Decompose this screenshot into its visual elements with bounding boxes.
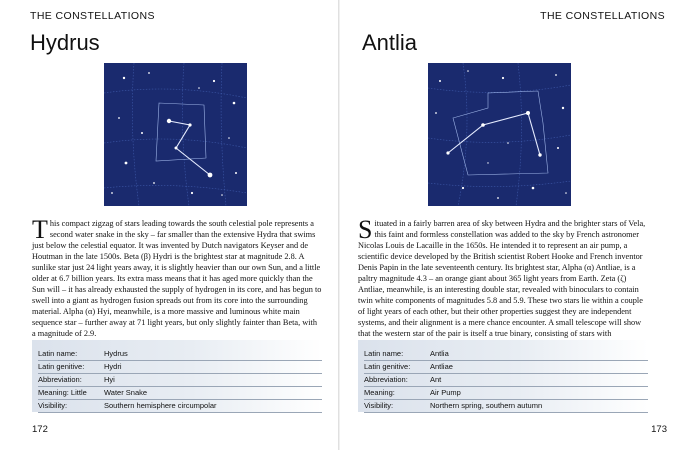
- description-text: [358, 215, 648, 350]
- running-header: THE CONSTELLATIONS: [30, 10, 155, 22]
- constellation-title: Antlia: [362, 30, 418, 55]
- fact-label: Latin genitive:: [364, 362, 411, 371]
- fact-row-latin-name: [38, 348, 322, 361]
- fact-box: [358, 340, 648, 412]
- fact-row-visibility: [38, 400, 322, 413]
- fact-row-latin-genitive: [38, 361, 322, 374]
- fact-row-latin-name: [364, 348, 648, 361]
- fact-row-meaning: [364, 387, 648, 400]
- fact-row-abbreviation: [364, 374, 648, 387]
- page-number: 172: [32, 424, 48, 435]
- left-page: [0, 0, 339, 450]
- description-body: ituated in a fairly barren area of sky between Hydra and the brighter stars of Vela, this faint and formless constellation was added to the sky by French astronomer Nicolas Louis de Lacaille in the 1650s. He intended it to represent an air pump, a scientific device developed by the British scientist Robert Hooke and French inventor Denis Papin in the late seventeenth century. Its brightest star, Alpha (α) Antliae, is a paltry magnitude 4.3 – an orange giant about 365 light years from Earth. Zeta (ζ) Antliae, meanwhile, is an interesting double star, revealed with binoculars to contain twin white components of magnitudes 5.8 and 5.9. These two stars lie within a couple of light years of each other, but their other properties suggest they are independent systems, and their alignment is a mere chance encounter. A small telescope will show that the western star of the pair is itself a true binary, consisting of stars with: [358, 219, 646, 338]
- fact-value: Northern spring, southern autumn: [430, 401, 543, 410]
- fact-label: Abbreviation:: [38, 375, 82, 384]
- right-page: [340, 0, 679, 450]
- fact-label: Abbreviation:: [364, 375, 408, 384]
- fact-label: Visibility:: [38, 401, 68, 410]
- fact-label: Meaning:: [364, 388, 395, 397]
- page-number: 173: [651, 424, 667, 435]
- running-header: THE CONSTELLATIONS: [540, 10, 665, 22]
- fact-row-visibility: [364, 400, 648, 413]
- fact-value: Southern hemisphere circumpolar: [104, 401, 217, 410]
- fact-value: Hydri: [104, 362, 122, 371]
- fact-label: Meaning: Little: [38, 388, 87, 397]
- fact-value: Hydrus: [104, 349, 128, 358]
- star-chart-svg: [104, 63, 247, 206]
- fact-value: Hyi: [104, 375, 115, 384]
- fact-value: Water Snake: [104, 388, 148, 397]
- constellation-title: Hydrus: [30, 30, 100, 55]
- fact-row-latin-genitive: [364, 361, 648, 374]
- drop-cap: T: [32, 215, 48, 244]
- fact-row-abbreviation: [38, 374, 322, 387]
- star-chart-svg: [428, 63, 571, 206]
- fact-value: Ant: [430, 375, 442, 384]
- fact-label: Latin name:: [364, 349, 404, 358]
- description-body: his compact zigzag of stars leading towards the south celestial pole represents a second water snake in the sky – far smaller than the extensive Hydra that swims just below the celestial equator. It was invented by Dutch navigators Keyser and de Houtman in the late 1500s. Beta (β) Hydri is the brightest star at magnitude 2.8. A sunlike star just 24 light years away, it is slightly heavier than our own Sun, and a little older at 6.7 billion years. Its extra mass means that it has aged more quickly than the Sun will – it has already exhausted the supply of hydrogen in its core, and has begun to swell into a giant as hydrogen fusion spreads out from its core into the surrounding material. Alpha (α) Hyi, meanwhile, is a more massive and luminous white main sequence star – further away at 71 light years, but only slightly fainter than Beta, with a magnitude of 2.9.: [32, 219, 322, 338]
- description-text: [32, 215, 322, 339]
- star-chart-antlia: [428, 63, 571, 206]
- fact-value: Air Pump: [430, 388, 461, 397]
- fact-label: Latin genitive:: [38, 362, 85, 371]
- drop-cap: S: [358, 215, 373, 244]
- fact-label: Latin name:: [38, 349, 78, 358]
- fact-value: Antlia: [430, 349, 449, 358]
- fact-value: Antliae: [430, 362, 453, 371]
- star-chart-hydrus: [104, 63, 247, 206]
- fact-row-meaning: [38, 387, 322, 400]
- fact-label: Visibility:: [364, 401, 394, 410]
- fact-box: [32, 340, 322, 412]
